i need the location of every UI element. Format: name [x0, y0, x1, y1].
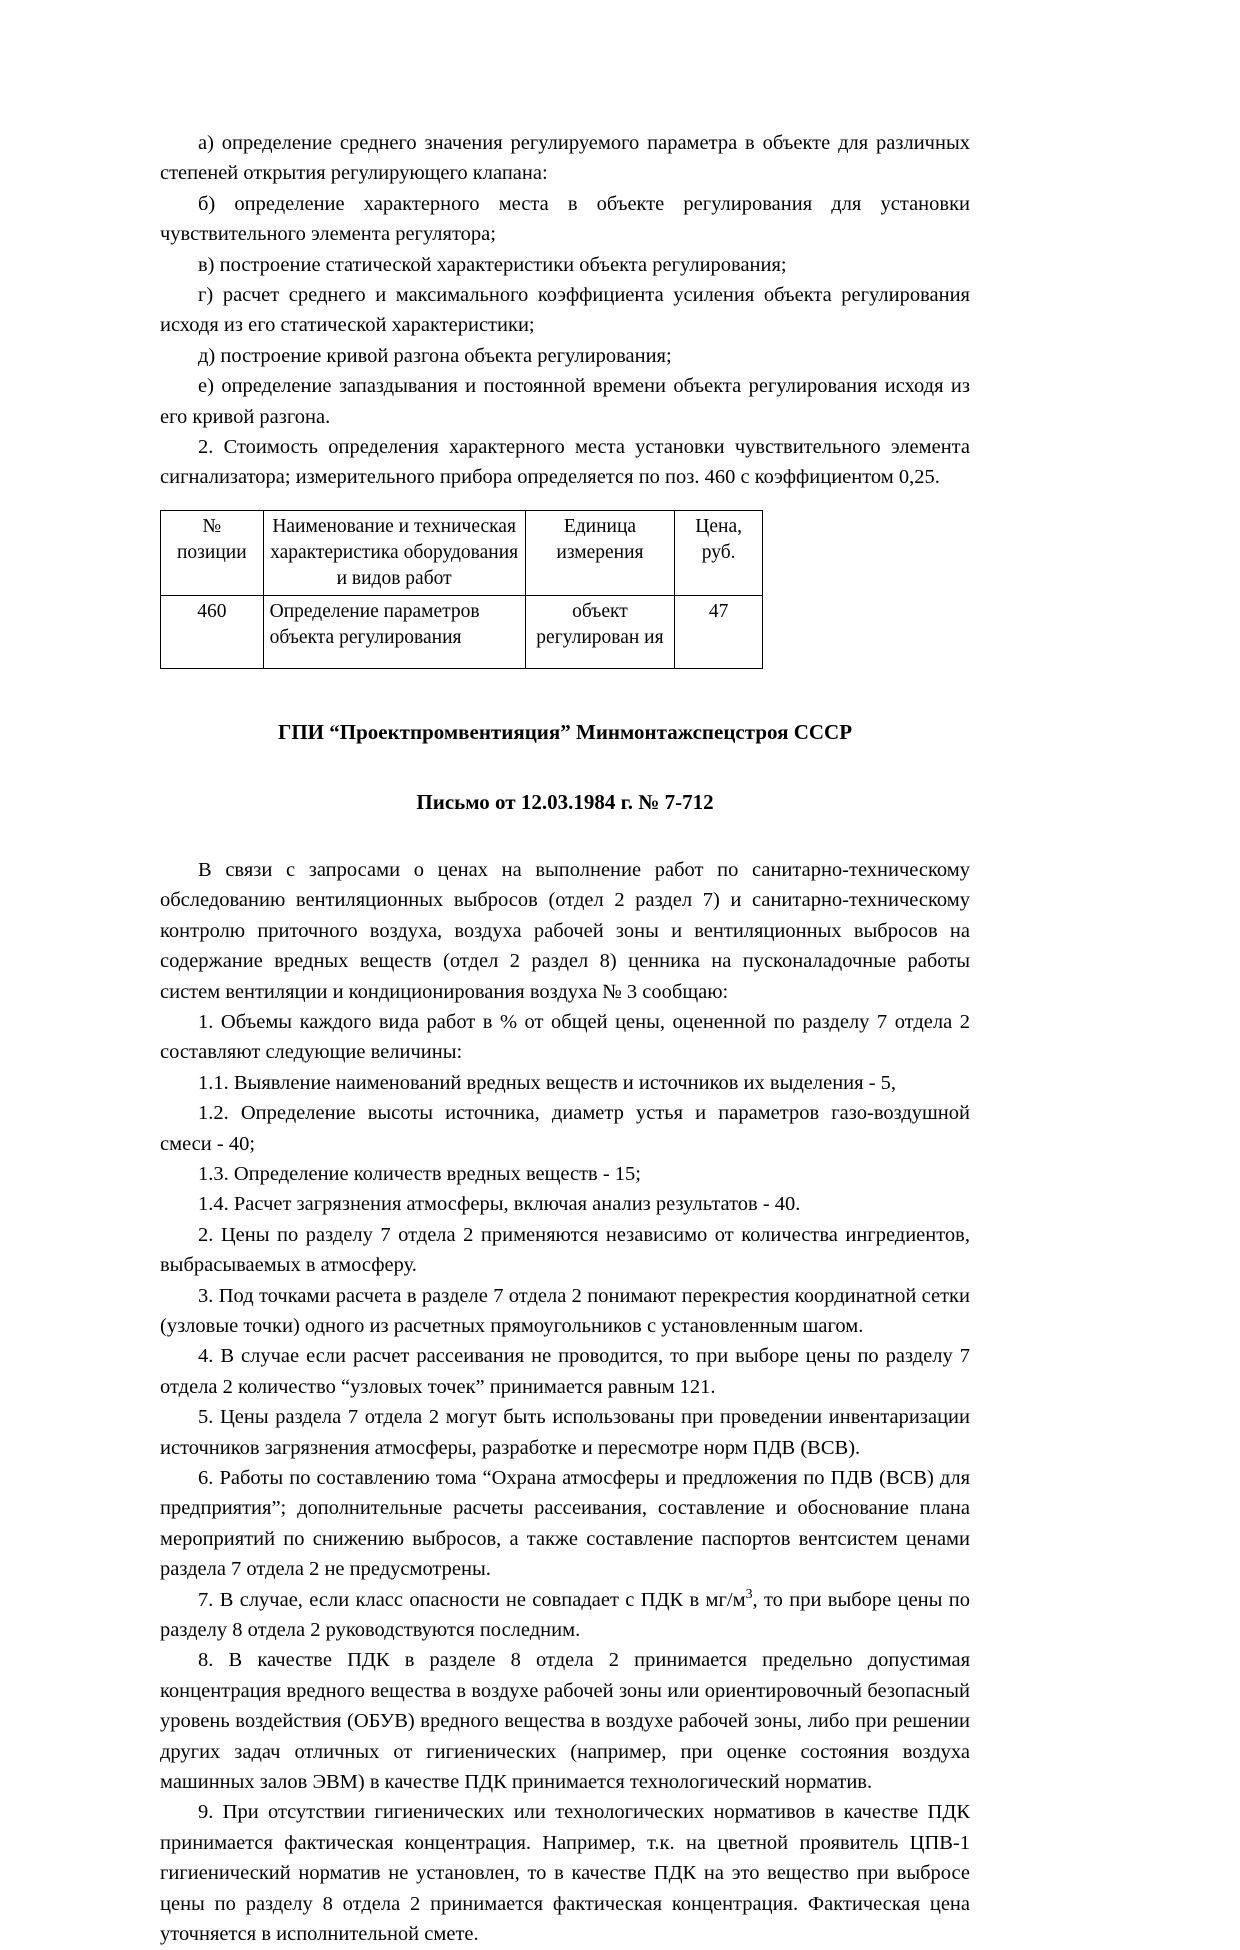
page-title: ГПИ “Проектпромвентияция” Минмонтажспецстроя СССР	[277, 719, 853, 744]
paragraph-5: 5. Цены раздела 7 отдела 2 могут быть использованы при проведении инвентаризации источников загрязнения атмосферы, разработке и пересмотре норм ПДВ (ВСВ).	[160, 1406, 970, 1459]
paragraph-item-a: а) определение среднего значения регулируемого параметра в объекте для различных степеней открытия регулирующего клапана:	[160, 132, 970, 185]
paragraph-7-before: 7. В случае, если класс опасности не совпадает с ПДК в мг/м	[198, 1588, 746, 1611]
table-row	[161, 595, 763, 668]
table-cell-unit: объект регулирован ия	[525, 595, 675, 668]
table-cell-price: 47	[675, 595, 763, 668]
paragraph-intro: В связи с запросами о ценах на выполнение работ по санитарно-техническому обследованию вентиляционных выбросов (отдел 2 раздел 7) и санитарно-техническому контролю приточного воздуха, воздуха рабочей зоны и вентиляционных выбросов на содержание вредных веществ (отдел 2 раздел 8) ценника на пусконаладочные работы систем вентиляции и кондиционирования воздуха № 3 сообщаю:	[160, 858, 970, 1003]
paragraph-item-d: д) построение кривой разгона объекта регулирования;	[198, 344, 672, 367]
paragraph-1-4: 1.4. Расчет загрязнения атмосферы, включая анализ результатов - 40.	[198, 1193, 801, 1216]
price-table-wrapper	[160, 510, 970, 669]
paragraph-item-g: г) расчет среднего и максимального коэффициента усиления объекта регулирования исходя из его статической характеристики;	[160, 284, 970, 337]
paragraph-6: 6. Работы по составлению тома “Охрана атмосферы и предложения по ПДВ (ВСВ) для предприятия”; дополнительные расчеты рассеивания, составление и обоснование плана мероприятий по снижению выбросов, а также составление паспортов вентсистем ценами раздела 7 отдела 2 не предусмотрены.	[160, 1467, 970, 1581]
table-cell-name: Определение параметров объекта регулирования	[263, 595, 525, 668]
paragraph-4: 4. В случае если расчет рассеивания не проводится, то при выборе цены по разделу 7 отдела 2 количество “узловых точек” принимается равным 121.	[160, 1345, 970, 1398]
table-header-position: № позиции	[161, 510, 264, 595]
paragraph-item-b: б) определение характерного места в объекте регулирования для установки чувствительного элемента регулятора;	[160, 192, 970, 246]
paragraph-item-e: е) определение запаздывания и постоянной времени объекта регулирования исходя из его кривой разгона.	[160, 375, 970, 428]
paragraph-7-superscript: 3	[745, 1586, 753, 1602]
table-header-row	[161, 510, 763, 595]
table-header-unit: Единица измерения	[525, 510, 675, 595]
table-header-name: Наименование и техническая характеристика оборудования и видов работ	[263, 510, 525, 595]
paragraph-7	[160, 1585, 970, 1646]
paragraph-item-2: 2. Стоимость определения характерного места установки чувствительного элемента сигнализатора; измерительного прибора определяется по поз. 460 с коэффициентом 0,25.	[160, 436, 970, 489]
table-cell-position: 460	[161, 595, 264, 668]
paragraph-item-v: в) построение статической характеристики объекта регулирования;	[198, 253, 787, 276]
paragraph-7-after: , то при выборе цены по разделу 8 отдела 2 руководствуются последним.	[160, 1588, 970, 1642]
paragraph-1: 1. Объемы каждого вида работ в % от общей цены, оцененной по разделу 7 отдела 2 составляют следующие величины:	[160, 1010, 970, 1064]
paragraph-1-3: 1.3. Определение количеств вредных веществ - 15;	[198, 1162, 642, 1185]
paragraph-8: 8. В качестве ПДК в разделе 8 отдела 2 принимается предельно допустимая концентрация вредного вещества в воздухе рабочей зоны или ориентировочный безопасный уровень воздействия (ОБУВ) вредного вещества в воздухе рабочей зоны, либо при решении других задач отличных от гигиенических (например, при оценке состояния воздуха машинных залов ЭВМ) в качестве ПДК принимается технологический норматив.	[160, 1649, 970, 1794]
paragraph-9: 9. При отсутствии гигиенических или технологических нормативов в качестве ПДК принимается фактическая концентрация. Например, т.к. на цветной проявитель ЦПВ-1 гигиенический норматив не установлен, то в качестве ПДК на это вещество при выбросе цены по разделу 8 отдела 2 принимается фактическая концентрация. Фактическая цена уточняется в исполнительной смете.	[160, 1801, 970, 1946]
page-subtitle: Письмо от 12.03.1984 г. № 7-712	[416, 789, 714, 814]
heading-block	[160, 717, 970, 817]
letter-body	[160, 855, 970, 1950]
paragraph-3: 3. Под точками расчета в разделе 7 отдела 2 понимают перекрестия координатной сетки (узловые точки) одного из расчетных прямоугольников с установленным шагом.	[160, 1284, 970, 1337]
document-content	[160, 128, 970, 1950]
price-table	[160, 510, 763, 669]
paragraph-2: 2. Цены по разделу 7 отдела 2 применяются независимо от количества ингредиентов, выбрасываемых в атмосферу.	[160, 1223, 970, 1277]
paragraph-1-2: 1.2. Определение высоты источника, диаметр устья и параметров газо-воздушной смеси - 40;	[160, 1102, 970, 1155]
paragraph-1-1: 1.1. Выявление наименований вредных веществ и источников их выделения - 5,	[198, 1071, 897, 1094]
table-header-price: Цена, руб.	[675, 510, 763, 595]
